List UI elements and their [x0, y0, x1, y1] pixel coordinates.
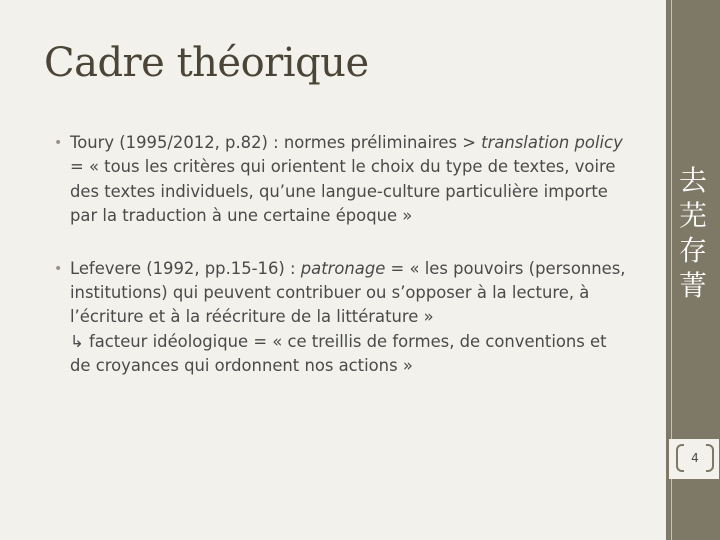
bullet-term-translation-policy: translation policy	[481, 133, 623, 152]
bullet-text-lefevere-intro: Lefevere (1992, pp.15-16) :	[70, 258, 301, 278]
sidebar-character: 芜	[678, 199, 707, 232]
bullet-text-lefevere-quote: = « les pouvoirs (personnes, institutions) qui peuvent contribuer ou s’opposer à la lecture, à l’écriture et à la réécriture de la littérature »	[70, 258, 626, 327]
sidebar-idiom	[666, 163, 720, 303]
page-number: 4	[691, 451, 699, 465]
bullet-marker: •	[54, 260, 63, 277]
return-arrow-icon: ↳	[70, 331, 84, 351]
bullet-marker: •	[54, 135, 63, 151]
bullet-toury	[52, 131, 632, 229]
left-bracket-icon	[676, 444, 684, 472]
bullet-text-ideological-factor: facteur idéologique = « ce treillis de formes, de conventions et de croyances qui ordonnent nos actions »	[70, 331, 607, 376]
slide-title: Cadre théorique	[44, 40, 369, 86]
bullet-list	[52, 131, 632, 379]
bullet-term-patronage: patronage	[300, 258, 386, 278]
sidebar-character: 存	[678, 234, 707, 267]
sidebar-character: 去	[678, 164, 707, 197]
right-bracket-icon	[706, 444, 714, 472]
sidebar-character: 菁	[678, 269, 707, 302]
bullet-lefevere	[52, 257, 632, 379]
bullet-text-toury-intro: Toury (1995/2012, p.82) : normes préliminaires >	[70, 133, 482, 152]
bullet-text-toury-quote: = « tous les critères qui orientent le choix du type de textes, voire des textes individuels, qu’une langue-culture particulière importe par la traduction à une certaine époque »	[70, 157, 616, 226]
